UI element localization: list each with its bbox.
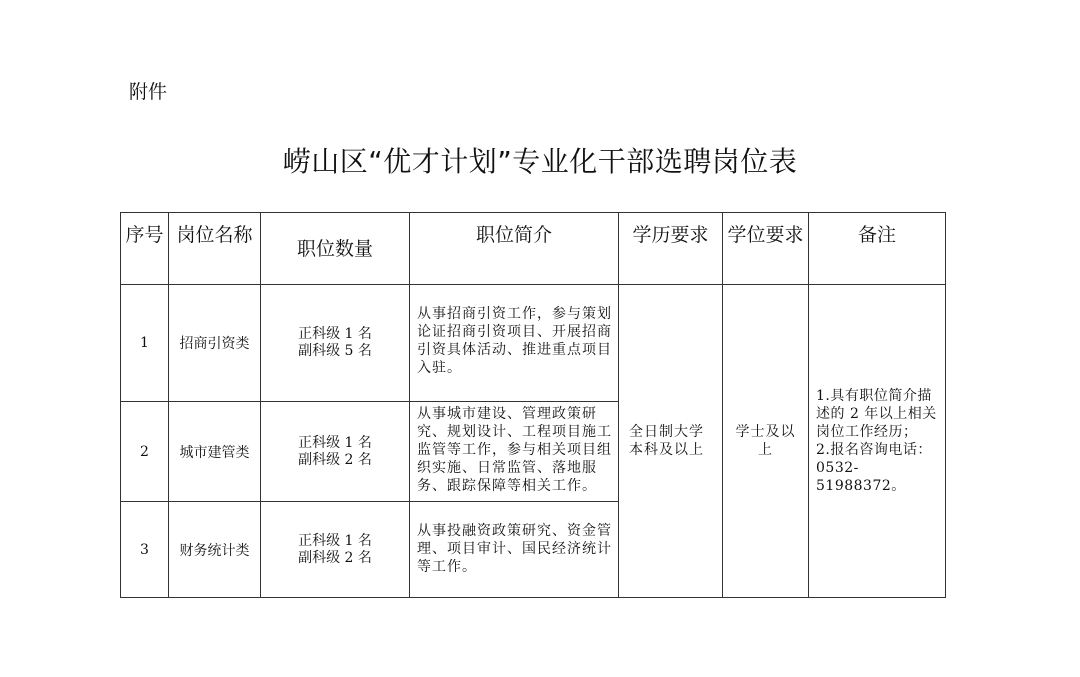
- education-text: 全日制大学本科及以上: [629, 424, 704, 458]
- notes-cell: [809, 285, 946, 598]
- count-senior: 正科级 1 名: [298, 434, 372, 451]
- degree-text: 学士及以上: [735, 424, 796, 458]
- page-title: 崂山区“优才计划”专业化干部选聘岗位表: [282, 145, 798, 178]
- positions-table: [120, 212, 946, 598]
- header-description: 职位简介: [410, 213, 619, 285]
- count-senior: 正科级 1 名: [298, 532, 372, 549]
- count-deputy: 副科级 2 名: [298, 451, 372, 468]
- table-header-row: [121, 213, 946, 285]
- header-count: 职位数量: [261, 213, 410, 285]
- note-contact: 2.报名咨询电话：0532-51988372。: [816, 442, 932, 494]
- row-count: [261, 285, 410, 402]
- row-index: 2: [121, 402, 169, 502]
- row-count: [261, 502, 410, 598]
- row-position-name: 招商引资类: [169, 285, 261, 402]
- row-index: 3: [121, 502, 169, 598]
- row-position-name: 财务统计类: [169, 502, 261, 598]
- count-deputy: 副科级 2 名: [298, 549, 372, 566]
- count-senior: 正科级 1 名: [298, 326, 372, 342]
- row-index: 1: [121, 285, 169, 402]
- attachment-label: 附件: [129, 81, 168, 103]
- degree-requirement: [723, 285, 809, 598]
- row-description: 从事招商引资工作，参与策划论证招商引资项目、开展招商引资具体活动、推进重点项目入驻。: [410, 285, 619, 402]
- header-position-name: 岗位名称: [169, 213, 261, 285]
- row-position-name: 城市建管类: [169, 402, 261, 502]
- header-education: 学历要求: [619, 213, 723, 285]
- row-description: 从事城市建设、管理政策研究、规划设计、工程项目施工监管等工作，参与相关项目组织实施、日常监管、落地服务、跟踪保障等相关工作。: [410, 402, 619, 502]
- header-index: 序号: [121, 213, 169, 285]
- row-description: 从事投融资政策研究、资金管理、项目审计、国民经济统计等工作。: [410, 502, 619, 598]
- header-degree: 学位要求: [723, 213, 809, 285]
- count-deputy: 副科级 5 名: [298, 343, 372, 359]
- header-notes: 备注: [809, 213, 946, 285]
- row-count: [261, 402, 410, 502]
- education-requirement: [619, 285, 723, 598]
- table-row: [121, 285, 946, 402]
- note-experience: 1.具有职位简介描述的 2 年以上相关岗位工作经历；: [816, 388, 937, 440]
